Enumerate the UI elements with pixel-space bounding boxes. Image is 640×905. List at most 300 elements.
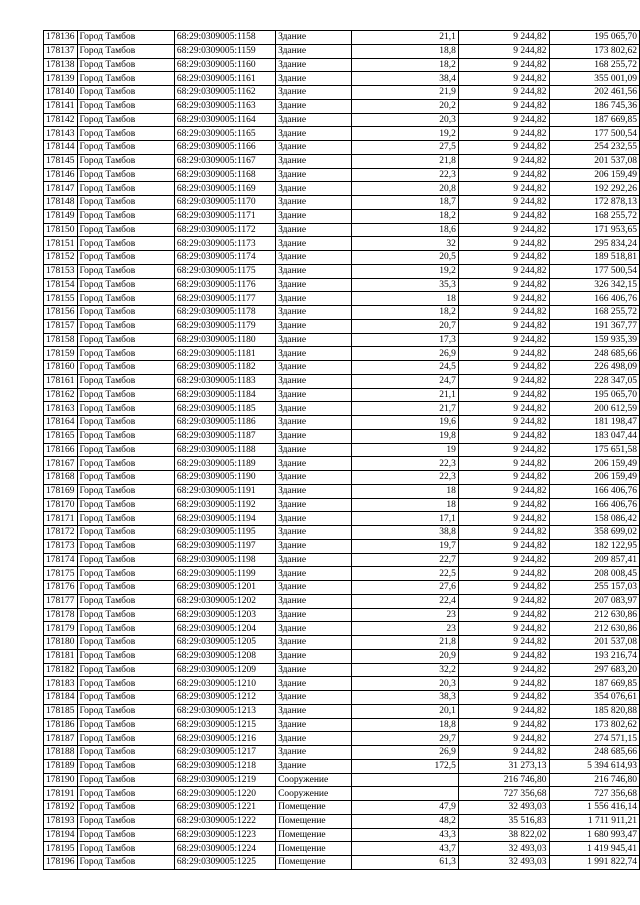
cadastral-number-cell: 68:29:0309005:1194: [174, 512, 275, 526]
rate-cell: 9 244,82: [458, 361, 549, 375]
rate-cell: 9 244,82: [458, 168, 549, 182]
cadastral-number-cell: 68:29:0309005:1210: [174, 677, 275, 691]
cadastral-number-cell: 68:29:0309005:1170: [174, 196, 275, 210]
object-type-cell: Здание: [276, 443, 352, 457]
city-cell: Город Тамбов: [77, 553, 174, 567]
area-cell: 20,2: [351, 99, 458, 113]
rate-cell: 9 244,82: [458, 471, 549, 485]
area-cell: 18,2: [351, 306, 458, 320]
city-cell: Город Тамбов: [77, 361, 174, 375]
rate-cell: 9 244,82: [458, 113, 549, 127]
value-cell: 228 347,05: [549, 374, 639, 388]
value-cell: 1 556 416,14: [549, 801, 639, 815]
area-cell: 43,3: [351, 828, 458, 842]
area-cell: 22,5: [351, 567, 458, 581]
table-row: [44, 608, 640, 622]
area-cell: 20,1: [351, 704, 458, 718]
area-cell: 43,7: [351, 842, 458, 856]
area-cell: 20,3: [351, 677, 458, 691]
value-cell: 192 292,26: [549, 182, 639, 196]
row-id-cell: 178166: [44, 443, 78, 457]
object-type-cell: Помещение: [276, 856, 352, 870]
city-cell: Город Тамбов: [77, 319, 174, 333]
table-row: [44, 773, 640, 787]
row-id-cell: 178183: [44, 677, 78, 691]
value-cell: 177 500,54: [549, 264, 639, 278]
cadastral-number-cell: 68:29:0309005:1198: [174, 553, 275, 567]
table-row: [44, 292, 640, 306]
object-type-cell: Здание: [276, 31, 352, 45]
value-cell: 201 537,08: [549, 154, 639, 168]
area-cell: 35,3: [351, 278, 458, 292]
city-cell: Город Тамбов: [77, 168, 174, 182]
area-cell: 19,2: [351, 127, 458, 141]
city-cell: Город Тамбов: [77, 443, 174, 457]
row-id-cell: 178159: [44, 347, 78, 361]
cadastral-number-cell: 68:29:0309005:1181: [174, 347, 275, 361]
rate-cell: 31 273,13: [458, 759, 549, 773]
object-type-cell: Помещение: [276, 814, 352, 828]
row-id-cell: 178187: [44, 732, 78, 746]
cadastral-number-cell: 68:29:0309005:1162: [174, 86, 275, 100]
value-cell: 212 630,86: [549, 608, 639, 622]
cadastral-number-cell: 68:29:0309005:1216: [174, 732, 275, 746]
value-cell: 1 711 911,21: [549, 814, 639, 828]
row-id-cell: 178174: [44, 553, 78, 567]
rate-cell: 9 244,82: [458, 608, 549, 622]
rate-cell: 9 244,82: [458, 99, 549, 113]
rate-cell: 9 244,82: [458, 484, 549, 498]
row-id-cell: 178165: [44, 429, 78, 443]
value-cell: 159 935,39: [549, 333, 639, 347]
row-id-cell: 178178: [44, 608, 78, 622]
area-cell: 18: [351, 498, 458, 512]
rate-cell: 9 244,82: [458, 622, 549, 636]
value-cell: 195 065,70: [549, 388, 639, 402]
rate-cell: 9 244,82: [458, 196, 549, 210]
area-cell: 19: [351, 443, 458, 457]
table-row: [44, 663, 640, 677]
area-cell: 47,9: [351, 801, 458, 815]
rate-cell: 9 244,82: [458, 127, 549, 141]
area-cell: 61,3: [351, 856, 458, 870]
value-cell: 255 157,03: [549, 581, 639, 595]
table-row: [44, 402, 640, 416]
table-row: [44, 539, 640, 553]
row-id-cell: 178138: [44, 58, 78, 72]
table-row: [44, 512, 640, 526]
value-cell: 208 008,45: [549, 567, 639, 581]
value-cell: 254 232,55: [549, 141, 639, 155]
object-type-cell: Здание: [276, 374, 352, 388]
row-id-cell: 178181: [44, 649, 78, 663]
city-cell: Город Тамбов: [77, 99, 174, 113]
city-cell: Город Тамбов: [77, 526, 174, 540]
value-cell: 212 630,86: [549, 622, 639, 636]
row-id-cell: 178144: [44, 141, 78, 155]
city-cell: Город Тамбов: [77, 787, 174, 801]
row-id-cell: 178155: [44, 292, 78, 306]
cadastral-number-cell: 68:29:0309005:1163: [174, 99, 275, 113]
city-cell: Город Тамбов: [77, 622, 174, 636]
area-cell: 29,7: [351, 732, 458, 746]
value-cell: 727 356,68: [549, 787, 639, 801]
table-row: [44, 759, 640, 773]
area-cell: 20,7: [351, 319, 458, 333]
cadastral-number-cell: 68:29:0309005:1161: [174, 72, 275, 86]
table-row: [44, 237, 640, 251]
row-id-cell: 178194: [44, 828, 78, 842]
area-cell: 21,7: [351, 402, 458, 416]
value-cell: 185 820,88: [549, 704, 639, 718]
cadastral-number-cell: 68:29:0309005:1221: [174, 801, 275, 815]
rate-cell: 9 244,82: [458, 498, 549, 512]
city-cell: Город Тамбов: [77, 512, 174, 526]
city-cell: Город Тамбов: [77, 594, 174, 608]
row-id-cell: 178137: [44, 44, 78, 58]
city-cell: Город Тамбов: [77, 801, 174, 815]
area-cell: 20,8: [351, 182, 458, 196]
rate-cell: 9 244,82: [458, 526, 549, 540]
cadastral-number-cell: 68:29:0309005:1182: [174, 361, 275, 375]
row-id-cell: 178188: [44, 746, 78, 760]
city-cell: Город Тамбов: [77, 209, 174, 223]
city-cell: Город Тамбов: [77, 264, 174, 278]
value-cell: 166 406,76: [549, 498, 639, 512]
row-id-cell: 178190: [44, 773, 78, 787]
table-row: [44, 801, 640, 815]
table-row: [44, 196, 640, 210]
table-row: [44, 168, 640, 182]
object-type-cell: Помещение: [276, 828, 352, 842]
row-id-cell: 178193: [44, 814, 78, 828]
row-id-cell: 178185: [44, 704, 78, 718]
table-row: [44, 374, 640, 388]
row-id-cell: 178195: [44, 842, 78, 856]
table-row: [44, 141, 640, 155]
table-row: [44, 677, 640, 691]
object-type-cell: Здание: [276, 691, 352, 705]
table-row: [44, 361, 640, 375]
city-cell: Город Тамбов: [77, 86, 174, 100]
object-type-cell: Здание: [276, 581, 352, 595]
cadastral-number-cell: 68:29:0309005:1215: [174, 718, 275, 732]
rate-cell: 9 244,82: [458, 732, 549, 746]
value-cell: 182 122,95: [549, 539, 639, 553]
table-row: [44, 154, 640, 168]
value-cell: 1 680 993,47: [549, 828, 639, 842]
city-cell: Город Тамбов: [77, 306, 174, 320]
city-cell: Город Тамбов: [77, 677, 174, 691]
cadastral-number-cell: 68:29:0309005:1168: [174, 168, 275, 182]
value-cell: 187 669,85: [549, 677, 639, 691]
table-row: [44, 732, 640, 746]
value-cell: 1 419 945,41: [549, 842, 639, 856]
cadastral-number-cell: 68:29:0309005:1192: [174, 498, 275, 512]
table-row: [44, 553, 640, 567]
table-row: [44, 704, 640, 718]
table-row: [44, 251, 640, 265]
object-type-cell: Здание: [276, 278, 352, 292]
area-cell: 20,9: [351, 649, 458, 663]
rate-cell: 9 244,82: [458, 31, 549, 45]
value-cell: 173 802,62: [549, 718, 639, 732]
table-row: [44, 526, 640, 540]
value-cell: 158 086,42: [549, 512, 639, 526]
rate-cell: 32 493,03: [458, 842, 549, 856]
rate-cell: 9 244,82: [458, 264, 549, 278]
object-type-cell: Здание: [276, 251, 352, 265]
row-id-cell: 178150: [44, 223, 78, 237]
area-cell: 19,6: [351, 416, 458, 430]
row-id-cell: 178161: [44, 374, 78, 388]
city-cell: Город Тамбов: [77, 154, 174, 168]
table-row: [44, 306, 640, 320]
value-cell: 326 342,15: [549, 278, 639, 292]
cadastral-number-cell: 68:29:0309005:1167: [174, 154, 275, 168]
object-type-cell: Здание: [276, 746, 352, 760]
value-cell: 202 461,56: [549, 86, 639, 100]
row-id-cell: 178157: [44, 319, 78, 333]
city-cell: Город Тамбов: [77, 828, 174, 842]
city-cell: Город Тамбов: [77, 416, 174, 430]
city-cell: Город Тамбов: [77, 567, 174, 581]
rate-cell: 9 244,82: [458, 553, 549, 567]
table-row: [44, 31, 640, 45]
rate-cell: 9 244,82: [458, 594, 549, 608]
city-cell: Город Тамбов: [77, 251, 174, 265]
value-cell: 189 518,81: [549, 251, 639, 265]
rate-cell: 38 822,02: [458, 828, 549, 842]
object-type-cell: Здание: [276, 333, 352, 347]
cadastral-number-cell: 68:29:0309005:1205: [174, 636, 275, 650]
rate-cell: 9 244,82: [458, 677, 549, 691]
value-cell: 177 500,54: [549, 127, 639, 141]
rate-cell: 9 244,82: [458, 663, 549, 677]
city-cell: Город Тамбов: [77, 292, 174, 306]
row-id-cell: 178136: [44, 31, 78, 45]
city-cell: Город Тамбов: [77, 333, 174, 347]
rate-cell: 9 244,82: [458, 746, 549, 760]
value-cell: 168 255,72: [549, 306, 639, 320]
rate-cell: 9 244,82: [458, 319, 549, 333]
city-cell: Город Тамбов: [77, 44, 174, 58]
table-row: [44, 622, 640, 636]
value-cell: 175 651,58: [549, 443, 639, 457]
rate-cell: 9 244,82: [458, 402, 549, 416]
cadastral-number-cell: 68:29:0309005:1212: [174, 691, 275, 705]
city-cell: Город Тамбов: [77, 457, 174, 471]
row-id-cell: 178154: [44, 278, 78, 292]
cadastral-number-cell: 68:29:0309005:1185: [174, 402, 275, 416]
value-cell: 173 802,62: [549, 44, 639, 58]
row-id-cell: 178147: [44, 182, 78, 196]
area-cell: 26,9: [351, 347, 458, 361]
table-row: [44, 691, 640, 705]
table-row: [44, 746, 640, 760]
value-cell: 295 834,24: [549, 237, 639, 251]
city-cell: Город Тамбов: [77, 237, 174, 251]
city-cell: Город Тамбов: [77, 498, 174, 512]
city-cell: Город Тамбов: [77, 636, 174, 650]
object-type-cell: Здание: [276, 154, 352, 168]
city-cell: Город Тамбов: [77, 429, 174, 443]
area-cell: 48,2: [351, 814, 458, 828]
table-row: [44, 99, 640, 113]
rate-cell: 727 356,68: [458, 787, 549, 801]
area-cell: 22,4: [351, 594, 458, 608]
cadastral-number-cell: 68:29:0309005:1159: [174, 44, 275, 58]
rate-cell: 9 244,82: [458, 86, 549, 100]
rate-cell: 9 244,82: [458, 347, 549, 361]
city-cell: Город Тамбов: [77, 374, 174, 388]
row-id-cell: 178168: [44, 471, 78, 485]
city-cell: Город Тамбов: [77, 31, 174, 45]
row-id-cell: 178192: [44, 801, 78, 815]
area-cell: 18,7: [351, 196, 458, 210]
table-row: [44, 209, 640, 223]
rate-cell: 9 244,82: [458, 388, 549, 402]
rate-cell: 9 244,82: [458, 581, 549, 595]
area-cell: 22,7: [351, 553, 458, 567]
area-cell: 22,3: [351, 168, 458, 182]
area-cell: 18,8: [351, 718, 458, 732]
row-id-cell: 178179: [44, 622, 78, 636]
value-cell: 274 571,15: [549, 732, 639, 746]
rate-cell: 9 244,82: [458, 306, 549, 320]
object-type-cell: Здание: [276, 759, 352, 773]
row-id-cell: 178196: [44, 856, 78, 870]
cadastral-number-cell: 68:29:0309005:1190: [174, 471, 275, 485]
area-cell: 18: [351, 484, 458, 498]
cadastral-number-cell: 68:29:0309005:1197: [174, 539, 275, 553]
object-type-cell: Здание: [276, 86, 352, 100]
cadastral-number-cell: 68:29:0309005:1213: [174, 704, 275, 718]
object-type-cell: Помещение: [276, 801, 352, 815]
row-id-cell: 178176: [44, 581, 78, 595]
area-cell: 24,5: [351, 361, 458, 375]
area-cell: 21,8: [351, 636, 458, 650]
value-cell: 168 255,72: [549, 58, 639, 72]
cadastral-number-cell: 68:29:0309005:1178: [174, 306, 275, 320]
cadastral-number-cell: 68:29:0309005:1188: [174, 443, 275, 457]
table-row: [44, 86, 640, 100]
cadastral-number-cell: 68:29:0309005:1160: [174, 58, 275, 72]
row-id-cell: 178182: [44, 663, 78, 677]
value-cell: 206 159,49: [549, 168, 639, 182]
area-cell: 21,8: [351, 154, 458, 168]
table-row: [44, 718, 640, 732]
object-type-cell: Здание: [276, 526, 352, 540]
value-cell: 206 159,49: [549, 457, 639, 471]
cadastral-number-cell: 68:29:0309005:1177: [174, 292, 275, 306]
value-cell: 297 683,20: [549, 663, 639, 677]
cadastral-number-cell: 68:29:0309005:1189: [174, 457, 275, 471]
cadastral-number-cell: 68:29:0309005:1166: [174, 141, 275, 155]
value-cell: 248 685,66: [549, 347, 639, 361]
object-type-cell: Здание: [276, 72, 352, 86]
object-type-cell: Здание: [276, 223, 352, 237]
area-cell: 172,5: [351, 759, 458, 773]
rate-cell: 9 244,82: [458, 58, 549, 72]
value-cell: 226 498,09: [549, 361, 639, 375]
row-id-cell: 178143: [44, 127, 78, 141]
object-type-cell: Здание: [276, 498, 352, 512]
area-cell: 20,3: [351, 113, 458, 127]
object-type-cell: Здание: [276, 649, 352, 663]
object-type-cell: Здание: [276, 99, 352, 113]
table-row: [44, 223, 640, 237]
city-cell: Город Тамбов: [77, 196, 174, 210]
rate-cell: 9 244,82: [458, 374, 549, 388]
row-id-cell: 178146: [44, 168, 78, 182]
city-cell: Город Тамбов: [77, 484, 174, 498]
city-cell: Город Тамбов: [77, 663, 174, 677]
object-type-cell: Здание: [276, 182, 352, 196]
table-row: [44, 842, 640, 856]
property-table: [43, 30, 640, 870]
object-type-cell: Здание: [276, 402, 352, 416]
cadastral-number-cell: 68:29:0309005:1222: [174, 814, 275, 828]
cadastral-number-cell: 68:29:0309005:1219: [174, 773, 275, 787]
area-cell: 32: [351, 237, 458, 251]
cadastral-number-cell: 68:29:0309005:1172: [174, 223, 275, 237]
area-cell: [351, 773, 458, 787]
table-row: [44, 127, 640, 141]
city-cell: Город Тамбов: [77, 223, 174, 237]
row-id-cell: 178151: [44, 237, 78, 251]
object-type-cell: Здание: [276, 168, 352, 182]
cadastral-number-cell: 68:29:0309005:1173: [174, 237, 275, 251]
value-cell: 358 699,02: [549, 526, 639, 540]
city-cell: Город Тамбов: [77, 691, 174, 705]
row-id-cell: 178189: [44, 759, 78, 773]
cadastral-number-cell: 68:29:0309005:1209: [174, 663, 275, 677]
city-cell: Город Тамбов: [77, 856, 174, 870]
object-type-cell: Здание: [276, 361, 352, 375]
rate-cell: 9 244,82: [458, 44, 549, 58]
table-row: [44, 498, 640, 512]
cadastral-number-cell: 68:29:0309005:1165: [174, 127, 275, 141]
cadastral-number-cell: 68:29:0309005:1202: [174, 594, 275, 608]
rate-cell: 216 746,80: [458, 773, 549, 787]
table-row: [44, 44, 640, 58]
value-cell: 195 065,70: [549, 31, 639, 45]
area-cell: 38,3: [351, 691, 458, 705]
object-type-cell: Здание: [276, 718, 352, 732]
table-row: [44, 319, 640, 333]
object-type-cell: Здание: [276, 429, 352, 443]
city-cell: Город Тамбов: [77, 72, 174, 86]
rate-cell: 9 244,82: [458, 182, 549, 196]
object-type-cell: Здание: [276, 237, 352, 251]
object-type-cell: Здание: [276, 704, 352, 718]
cadastral-number-cell: 68:29:0309005:1199: [174, 567, 275, 581]
object-type-cell: Здание: [276, 113, 352, 127]
row-id-cell: 178169: [44, 484, 78, 498]
cadastral-number-cell: 68:29:0309005:1176: [174, 278, 275, 292]
row-id-cell: 178142: [44, 113, 78, 127]
object-type-cell: Здание: [276, 416, 352, 430]
object-type-cell: Здание: [276, 264, 352, 278]
row-id-cell: 178167: [44, 457, 78, 471]
row-id-cell: 178191: [44, 787, 78, 801]
cadastral-number-cell: 68:29:0309005:1169: [174, 182, 275, 196]
area-cell: 22,3: [351, 471, 458, 485]
table-row: [44, 471, 640, 485]
row-id-cell: 178158: [44, 333, 78, 347]
value-cell: 193 216,74: [549, 649, 639, 663]
